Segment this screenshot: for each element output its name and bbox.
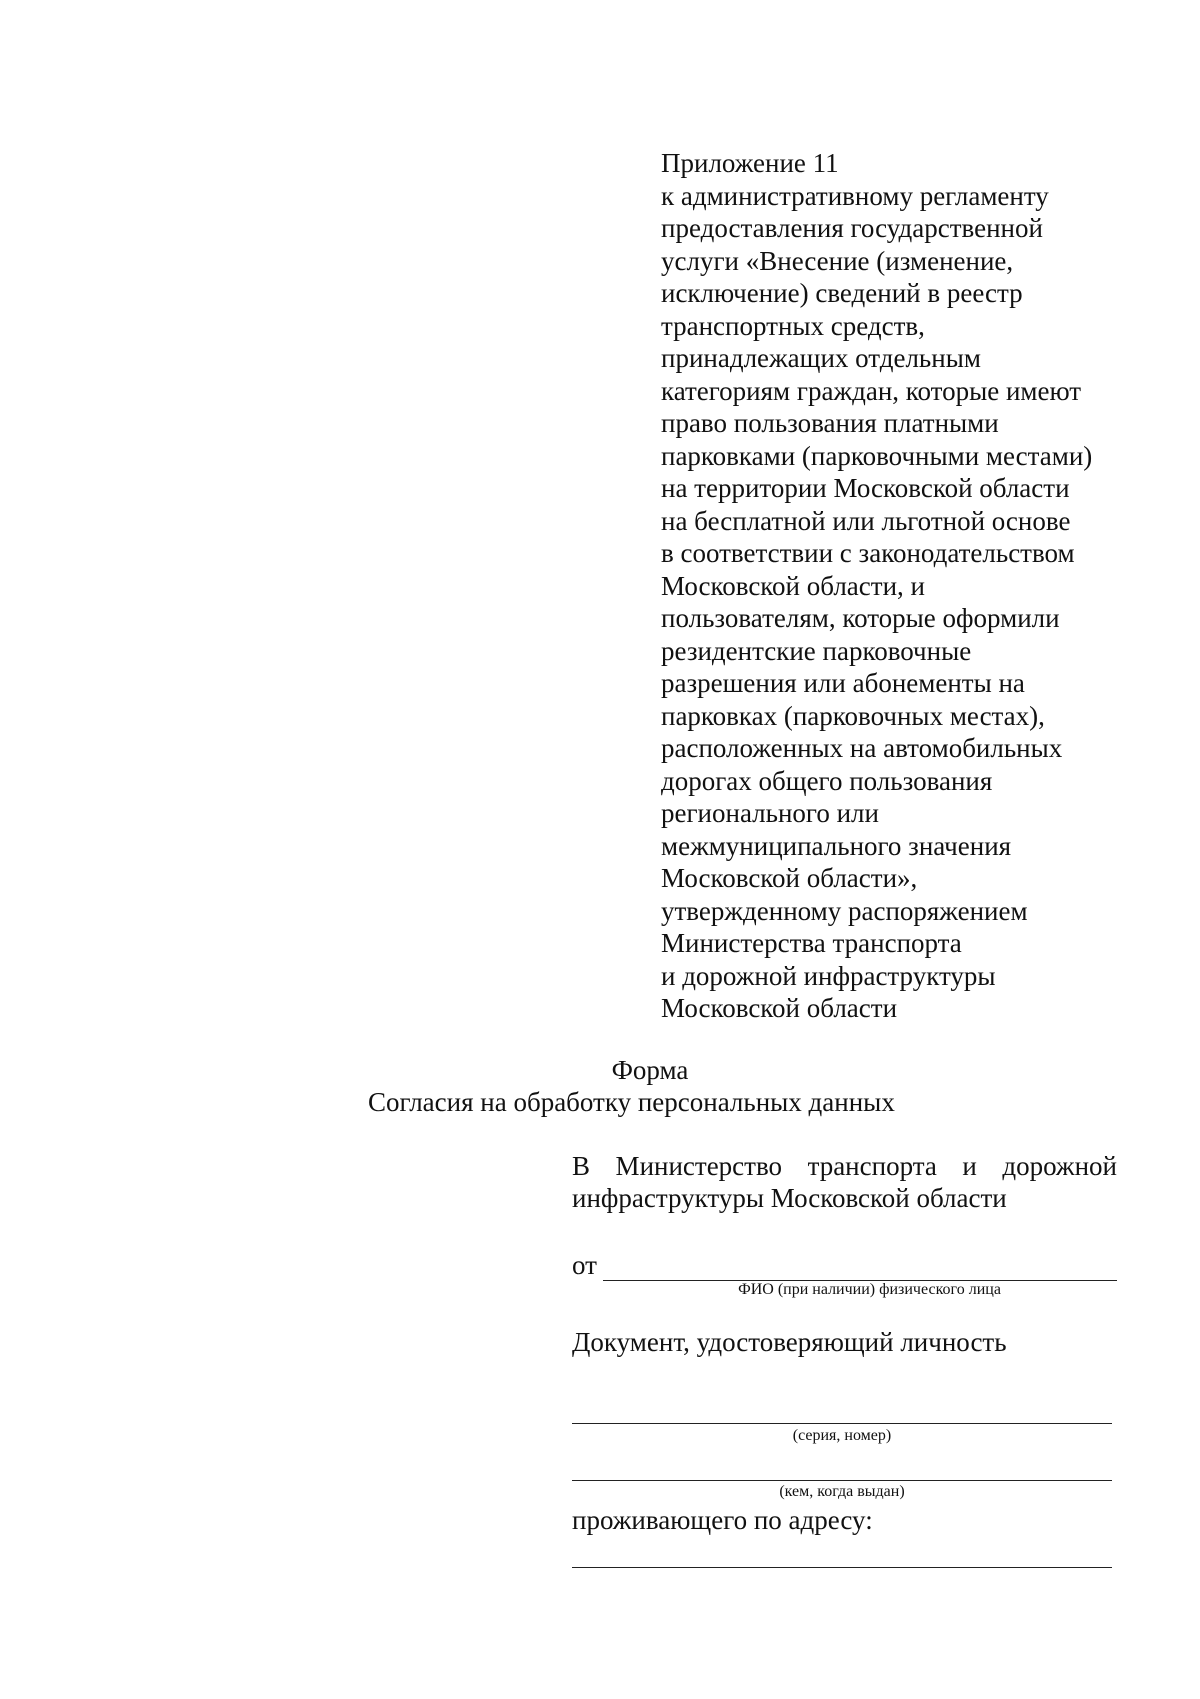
issued-by-caption: (кем, когда выдан) (779, 1483, 905, 1500)
appendix-line: право пользования платными (661, 408, 999, 438)
fio-field[interactable] (603, 1254, 1117, 1281)
appendix-line: принадлежащих отдельным (661, 343, 981, 373)
appendix-line: пользователям, которые оформили (661, 603, 1060, 633)
appendix-line: и дорожной инфраструктуры (661, 960, 996, 991)
appendix-line: парковками (парковочными местами) (661, 440, 1093, 471)
appendix-line: межмуниципального значения (661, 830, 1012, 861)
appendix-line: исключение) сведений в реестр (661, 278, 1023, 308)
appendix-line: резидентские парковочные (661, 635, 972, 666)
appendix-line: категориям граждан, которые имеют (661, 375, 1082, 406)
addressee-line-2: инфраструктуры Московской области (572, 1183, 1007, 1213)
form-subtitle: Согласия на обработку персональных данных (368, 1087, 895, 1117)
addressee-line-1: В Министерство транспорта и дорожной (572, 1151, 1117, 1181)
appendix-header (661, 147, 1181, 1025)
address-label: проживающего по адресу: (572, 1505, 873, 1535)
appendix-line: на территории Московской области (661, 473, 1070, 503)
form-title: Форма (611, 1055, 689, 1085)
appendix-line: Приложение 11 (661, 148, 839, 178)
appendix-line: в соответствии с законодательством (661, 538, 1075, 568)
appendix-line: разрешения или абонементы на (661, 668, 1025, 698)
appendix-line: регионального или (661, 798, 879, 828)
appendix-line: к административному регламенту (661, 180, 1049, 211)
appendix-line: Министерства транспорта (661, 928, 962, 958)
appendix-line: транспортных средств, (661, 310, 925, 341)
appendix-line: Московской области, и (661, 570, 925, 601)
issued-by-field[interactable] (572, 1480, 1112, 1481)
from-row (572, 1250, 1117, 1281)
appendix-line: дорогах общего пользования (661, 765, 993, 796)
appendix-line: Московской области», (661, 863, 918, 893)
fio-caption: ФИО (при наличии) физического лица (738, 1281, 1001, 1298)
address-field[interactable] (572, 1567, 1112, 1568)
appendix-line: услуги «Внесение (изменение, (661, 245, 1014, 276)
appendix-line: на бесплатной или льготной основе (661, 505, 1071, 536)
series-number-caption: (серия, номер) (792, 1427, 892, 1444)
series-number-field[interactable] (572, 1423, 1112, 1424)
appendix-line: Московской области (661, 993, 898, 1023)
appendix-line: парковках (парковочных местах), (661, 700, 1045, 731)
appendix-line: расположенных на автомобильных (661, 733, 1063, 763)
appendix-line: утвержденному распоряжением (661, 895, 1028, 926)
appendix-line: предоставления государственной (661, 213, 1043, 243)
addressee-block (572, 1150, 1117, 1214)
identity-document-label: Документ, удостоверяющий личность (572, 1327, 1007, 1357)
from-label: от (572, 1250, 597, 1280)
